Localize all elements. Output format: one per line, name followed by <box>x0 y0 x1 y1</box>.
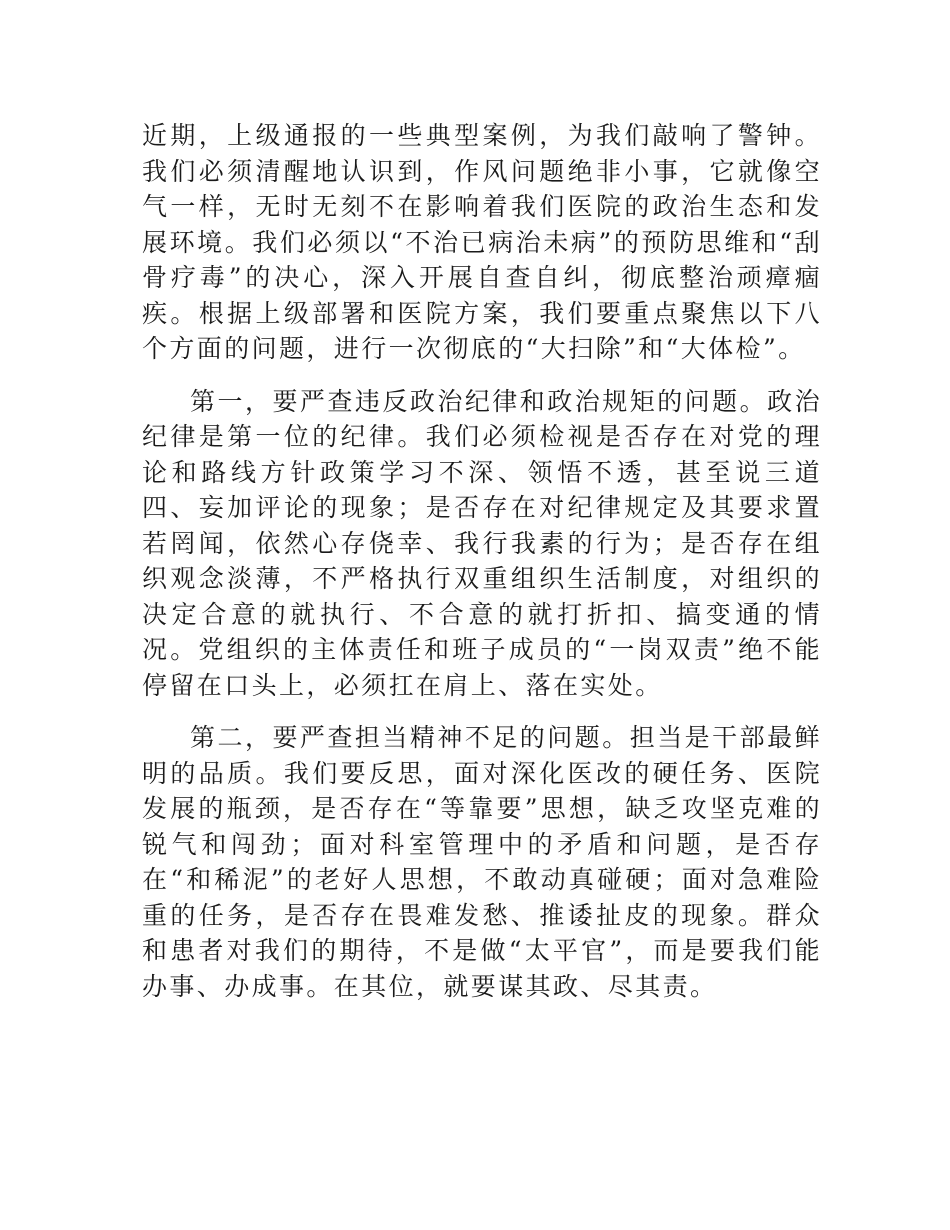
paragraph-second-point: 第二，要严查担当精神不足的问题。担当是干部最鲜明的品质。我们要反思，面对深化医改的硬任务、医院发展的瓶颈，是否存在“等靠要”思想，缺乏攻坚克难的锐气和闯劲；面对科室管理中的矛盾和问题，是否存在“和稀泥”的老好人思想，不敢动真碰硬；面对急难险重的任务，是否存在畏难发愁、推诿扯皮的现象。群众和患者对我们的期待，不是做“太平官”，而是要我们能办事、办成事。在其位，就要谋其政、尽其责。 <box>142 723 822 1001</box>
document-body <box>142 118 822 1021</box>
paragraph-intro: 近期，上级通报的一些典型案例，为我们敲响了警钟。我们必须清醒地认识到，作风问题绝非小事，它就像空气一样，无时无刻不在影响着我们医院的政治生态和发展环境。我们必须以“不治已病治未病”的预防思维和“刮骨疗毒”的决心，深入开展自查自纠，彻底整治顽瘴痼疾。根据上级部署和医院方案，我们要重点聚焦以下八个方面的问题，进行一次彻底的“大扫除”和“大体检”。 <box>142 121 822 363</box>
paragraph-first-point: 第一，要严查违反政治纪律和政治规矩的问题。政治纪律是第一位的纪律。我们必须检视是否存在对党的理论和路线方针政策学习不深、领悟不透，甚至说三道四、妄加评论的现象；是否存在对纪律规定及其要求置若罔闻，依然心存侥幸、我行我素的行为；是否存在组织观念淡薄，不严格执行双重组织生活制度，对组织的决定合意的就执行、不合意的就打折扣、搞变通的情况。党组织的主体责任和班子成员的“一岗双责”绝不能停留在口头上，必须扛在肩上、落在实处。 <box>142 386 822 700</box>
